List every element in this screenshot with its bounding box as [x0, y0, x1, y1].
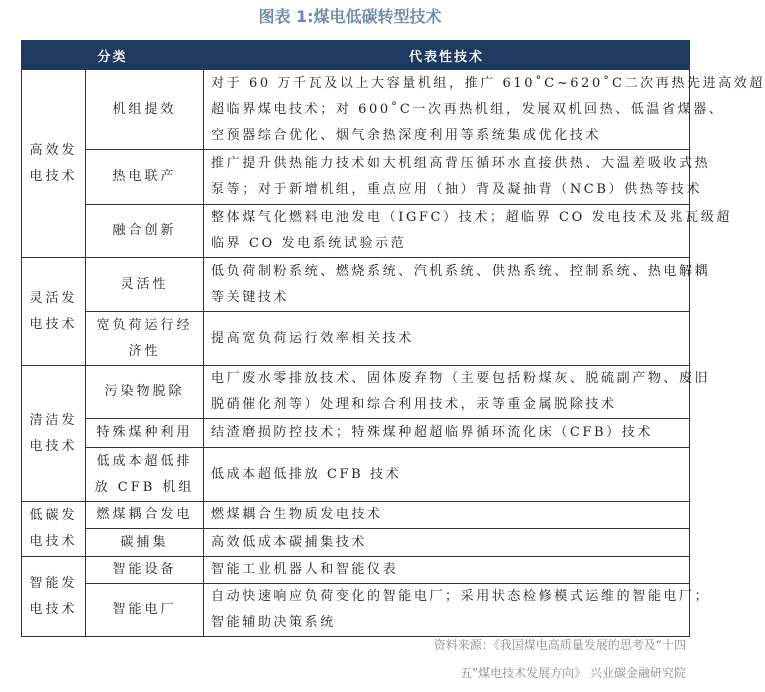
category-label: 电技术	[29, 601, 78, 617]
technology-cell	[204, 502, 690, 529]
source-line-2: 五”煤电技术发展方向》 兴业碳金融研究院	[459, 666, 686, 680]
source-line-1: 资料来源：《我国煤电高质量发展的思考及“十四	[433, 638, 686, 652]
technology-text: 空预器综合优化、烟气余热深度利用等系统集成优化技术	[211, 127, 602, 143]
table-row	[22, 584, 690, 637]
category-label: 灵活发	[29, 290, 78, 306]
subcategory-label: 热电联产	[112, 169, 177, 184]
category-label: 电技术	[29, 534, 78, 549]
technology-text: 高效低成本碳捕集技术	[211, 534, 368, 550]
subcategory-label: 宽负荷运行经	[96, 317, 193, 333]
table-row	[22, 529, 690, 557]
subcategory-label: 灵活性	[120, 276, 169, 292]
category-cell	[22, 258, 86, 366]
subcategory-label: 燃煤耦合发电	[96, 507, 193, 522]
technology-text: 低负荷制粉系统、燃烧系统、汽机系统、供热系统、控制系统、热电解耦	[211, 263, 711, 279]
category-label: 高效发	[29, 142, 78, 158]
table-row	[22, 557, 690, 584]
technology-text: 超临界煤电技术；对 600˚C一次再热机组，发展双机回热、低温省煤器、	[211, 101, 725, 117]
category-label: 智能发	[29, 575, 78, 591]
subcategory-label: 低成本超低排	[96, 453, 193, 469]
figure-title: 图表 1:煤电低碳转型技术	[258, 7, 442, 26]
category-label: 电技术	[29, 316, 78, 332]
subcategory-cell	[86, 557, 204, 584]
header-category: 分类	[22, 41, 204, 70]
technology-cell	[204, 529, 690, 557]
technology-cell	[204, 557, 690, 584]
subcategory-cell	[86, 419, 204, 448]
category-label: 清洁发	[29, 412, 78, 428]
subcategory-label: 机组提效	[112, 101, 177, 117]
technology-text: 整体煤气化燃料电池发电（IGFC）技术；超临界 CO 发电技术及兆瓦级超	[211, 210, 732, 225]
subcategory-cell	[86, 70, 204, 150]
category-cell	[22, 70, 86, 258]
technology-text: 脱硝催化剂等）处理和综合利用技术，汞等重金属脱除技术	[211, 397, 617, 412]
subcategory-cell	[86, 258, 204, 312]
technology-text: 泵等；对于新增机组，重点应用（抽）背及凝抽背（NCB）供热等技术	[211, 182, 703, 197]
technology-text: 电厂废水零排放技术、固体废弃物（主要包括粉煤灰、脱硫副产物、废旧	[211, 371, 711, 386]
table-row	[22, 70, 690, 150]
technology-cell	[204, 205, 732, 258]
technology-cell	[204, 584, 711, 637]
technology-text: 结渣磨损防控技术；特殊煤种超超临界循环流化床（CFB）技术	[211, 425, 653, 440]
table-row	[22, 448, 690, 502]
technology-cell	[204, 366, 711, 419]
technology-text: 临界 CO 发电系统试验示范	[211, 236, 407, 251]
category-label: 低碳发	[29, 508, 78, 523]
technology-text: 提高宽负荷运行效率相关技术	[211, 330, 414, 346]
subcategory-cell	[86, 150, 204, 205]
subcategory-cell	[86, 584, 204, 637]
table-header-row	[22, 41, 690, 70]
technology-cell	[204, 312, 690, 366]
table-row	[22, 258, 690, 312]
coal-power-technology-table	[21, 40, 765, 637]
category-label: 电技术	[29, 438, 78, 454]
subcategory-label: 碳捕集	[120, 534, 169, 550]
subcategory-cell	[86, 529, 204, 557]
technology-text: 低成本超低排放 CFB 技术	[211, 466, 402, 482]
table-row	[22, 312, 690, 366]
category-label: 电技术	[29, 168, 78, 184]
table-row	[22, 205, 690, 258]
subcategory-cell	[86, 312, 204, 366]
technology-text: 智能辅助决策系统	[211, 615, 336, 630]
technology-text: 燃煤耦合生物质发电技术	[211, 507, 383, 522]
technology-text: 等关键技术	[211, 289, 290, 305]
subcategory-label: 融合创新	[112, 223, 177, 238]
table-row	[22, 419, 690, 448]
subcategory-label: 智能电厂	[112, 602, 177, 617]
subcategory-cell	[86, 502, 204, 529]
technology-cell	[204, 258, 711, 312]
subcategory-cell	[86, 448, 204, 502]
subcategory-cell	[86, 205, 204, 258]
subcategory-cell	[86, 366, 204, 419]
technology-cell	[204, 150, 711, 205]
technology-cell	[204, 448, 690, 502]
table-row	[22, 502, 690, 529]
technology-cell	[204, 70, 765, 150]
subcategory-label: 智能设备	[112, 562, 177, 577]
header-technology: 代表性技术	[204, 41, 690, 70]
technology-text: 智能工业机器人和智能仪表	[211, 562, 399, 577]
category-cell	[22, 366, 86, 502]
subcategory-label: 济性	[128, 343, 161, 359]
subcategory-label: 污染物脱除	[104, 384, 185, 399]
table-row	[22, 150, 690, 205]
technology-text: 推广提升供热能力技术如大机组高背压循环水直接供热、大温差吸收式热	[211, 156, 711, 171]
table-row	[22, 366, 690, 419]
category-cell	[22, 557, 86, 637]
subcategory-label: 放 CFB 机组	[94, 479, 195, 495]
technology-text: 对于 60 万千瓦及以上大容量机组，推广 610˚C~620˚C二次再热先进高效超	[211, 75, 765, 91]
technology-text: 自动快速响应负荷变化的智能电厂；采用状态检修模式运维的智能电厂；	[211, 589, 711, 604]
category-cell	[22, 502, 86, 557]
subcategory-label: 特殊煤种利用	[96, 425, 193, 440]
technology-cell	[204, 419, 690, 448]
